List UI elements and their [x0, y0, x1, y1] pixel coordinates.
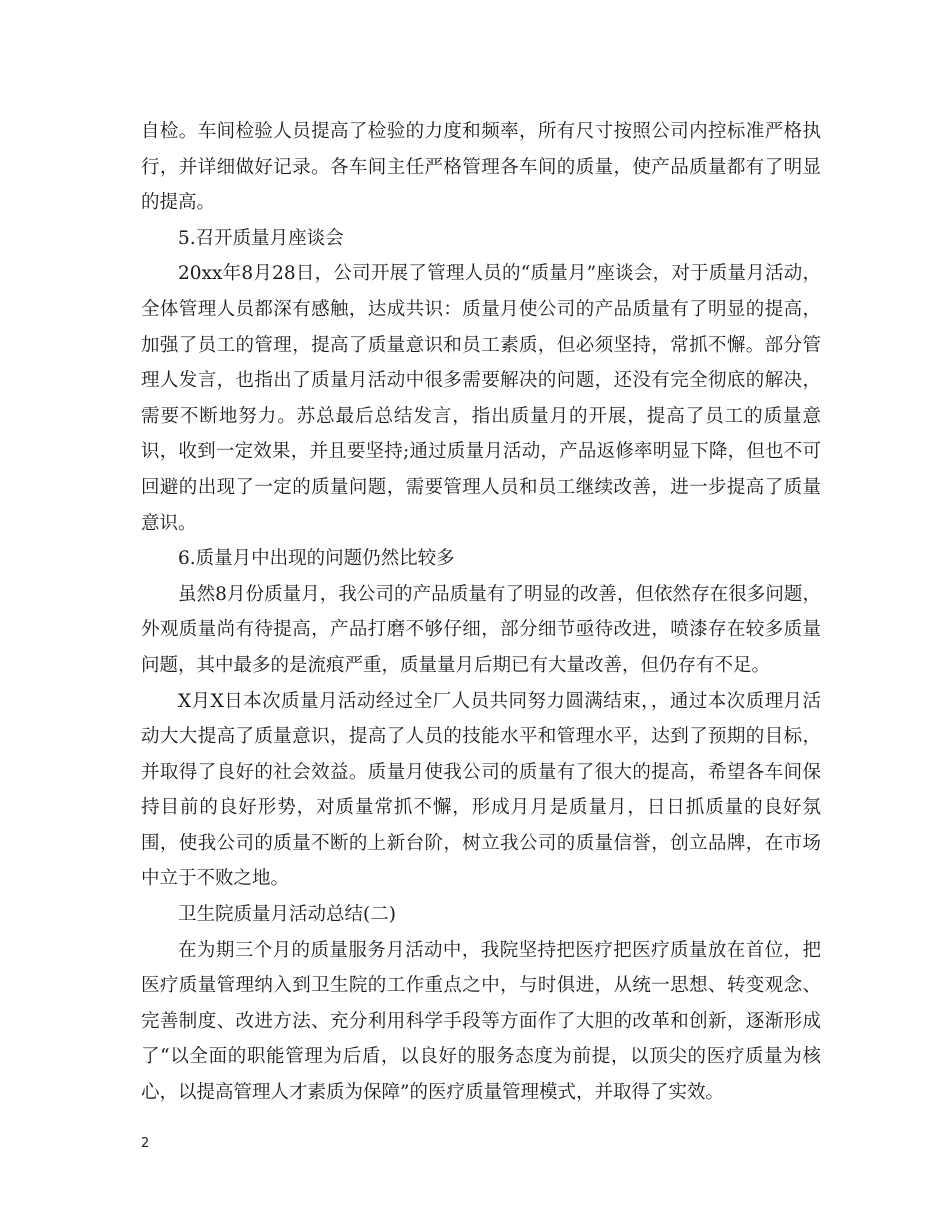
- paragraph-hospital: 在为期三个月的质量服务月活动中，我院坚持把医疗把医疗质量放在首位，把医疗质量管理纳入到卫生院的工作重点之中，与时俱进，从统一思想、转变观念、完善制度、改进方法、充分利用科学手段等方面作了大胆的改革和创新，逐渐形成了“以全面的职能管理为后盾，以良好的服务态度为前提，以顶尖的医疗质量为核心，以提高管理人才素质为保障”的医疗质量管理模式，并取得了实效。: [141, 939, 821, 1104]
- page-number: 2: [141, 1136, 150, 1151]
- section-title-part-2: 卫生院质量月活动总结(二): [178, 904, 396, 926]
- section-heading-6: 6.质量月中出现的问题仍然比较多: [178, 548, 455, 570]
- paragraph-problems: 虽然8月份质量月，我公司的产品质量有了明显的改善，但依然存在很多问题，外观质量尚有待提高，产品打磨不够仔细，部分细节亟待改进，喷漆存在较多质量问题，其中最多的是流痕严重，质量量月后期已有大量改善，但仍存有不足。: [141, 583, 821, 676]
- document-body: [141, 114, 821, 1111]
- paragraph-conclusion: X月X日本次质量月活动经过全厂人员共同努力圆满结束，，通过本次质理月活动大大提高了质量意识，提高了人员的技能水平和管理水平，达到了预期的目标，并取得了良好的社会效益。质量月使我公司的质量有了很大的提高，希望各车间保持目前的良好形势，对质量常抓不懈，形成月月是质量月，日日抓质量的良好氛围，使我公司的质量不断的上新台阶，树立我公司的质量信誉，创立品牌，在市场中立于不败之地。: [141, 690, 821, 890]
- paragraph-meeting: 20xx年8月28日，公司开展了管理人员的“质量月”座谈会，对于质量月活动，全体管理人员都深有感触，达成共识：质量月使公司的产品质量有了明显的提高，加强了员工的管理，提高了质量意识和员工素质，但必须坚持，常抓不懈。部分管理人发言，也指出了质量月活动中很多需要解决的问题，还没有完全彻底的解决，需要不断地努力。苏总最后总结发言，指出质量月的开展，提高了员工的质量意识，收到一定效果，并且要坚持;通过质量月活动，产品返修率明显下降，但也不可回避的出现了一定的质量问题，需要管理人员和员工继续改善，进一步提高了质量意识。: [141, 263, 821, 534]
- paragraph-continuation: 自检。车间检验人员提高了检验的力度和频率，所有尺寸按照公司内控标准严格执行，并详细做好记录。各车间主任严格管理各车间的质量，使产品质量都有了明显的提高。: [141, 121, 821, 214]
- section-heading-5: 5.召开质量月座谈会: [178, 227, 344, 249]
